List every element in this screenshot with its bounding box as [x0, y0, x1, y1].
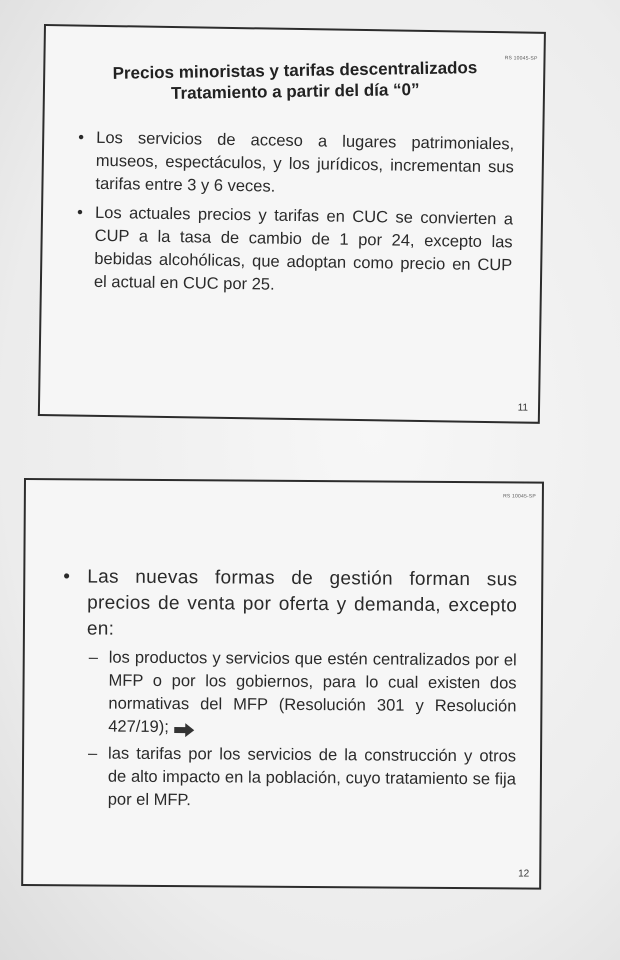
- sub-list: [86, 646, 517, 814]
- title-line-2: Tratamiento a partir del día “0”: [170, 80, 420, 103]
- sub-item: – las tarifas por los servicios de la construcción y otros de alto impacto en la población, cuyo tratamiento se fija por el MFP.: [86, 742, 516, 814]
- page-number: 12: [518, 868, 530, 880]
- slide-12: [21, 478, 544, 890]
- bullet-item: [58, 564, 518, 814]
- right-arrow-icon: [173, 721, 195, 735]
- sub-item: [86, 646, 517, 741]
- bullet-list: [72, 126, 515, 306]
- bullet-list: [58, 564, 518, 818]
- page-number: 11: [517, 402, 529, 414]
- slide-reference: RS 10045-SP: [503, 493, 536, 500]
- sub-item-text: los productos y servicios que estén centralizados por el MFP o por los gobiernos, para lo cual existen dos normativas del MFP (Resolución 301 y Resolución 427/19);: [108, 648, 517, 737]
- bullet-text: Las nuevas formas de gestión forman sus precios de venta por oferta y demanda, excepto en:: [86, 566, 518, 640]
- title-line-1: Precios minoristas y tarifas descentralizados: [112, 58, 478, 83]
- slide-reference: RS 10045-SP: [504, 55, 538, 62]
- bullet-item: • Los servicios de acceso a lugares patrimoniales, museos, espectáculos, y los jurídicos, incrementan sus tarifas entre 3 y 6 veces.: [73, 126, 514, 202]
- bullet-item: • Los actuales precios y tarifas en CUC se convierten a CUP a la tasa de cambio de 1 por 24, excepto las bebidas alcohólicas, que adoptan como precio en CUP el actual en CUC por 25.: [72, 201, 513, 300]
- slide-title: [75, 56, 516, 105]
- slide-11: [38, 24, 546, 424]
